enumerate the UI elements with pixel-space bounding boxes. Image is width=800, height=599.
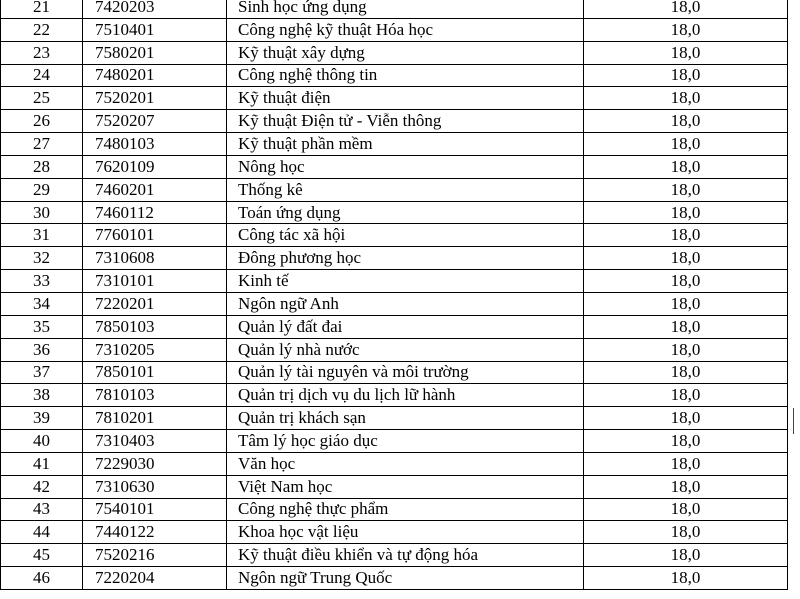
major-code: 7620109 bbox=[83, 155, 227, 178]
row-number: 32 bbox=[1, 247, 83, 270]
table-row bbox=[1, 521, 788, 544]
major-name: Kỹ thuật điện bbox=[227, 87, 584, 110]
major-code: 7520216 bbox=[83, 544, 227, 567]
major-name: Công nghệ thực phẩm bbox=[227, 498, 584, 521]
cutoff-score: 18,0 bbox=[584, 498, 788, 521]
table-row bbox=[1, 41, 788, 64]
row-number: 41 bbox=[1, 452, 83, 475]
table-row bbox=[1, 430, 788, 453]
table-row bbox=[1, 201, 788, 224]
major-code: 7310205 bbox=[83, 338, 227, 361]
row-number: 31 bbox=[1, 224, 83, 247]
table-row bbox=[1, 178, 788, 201]
table-body bbox=[1, 0, 788, 589]
major-name: Nông học bbox=[227, 155, 584, 178]
cutoff-score: 18,0 bbox=[584, 41, 788, 64]
row-number: 44 bbox=[1, 521, 83, 544]
major-name: Thống kê bbox=[227, 178, 584, 201]
table-row bbox=[1, 247, 788, 270]
cutoff-score: 18,0 bbox=[584, 361, 788, 384]
row-number: 23 bbox=[1, 41, 83, 64]
major-code: 7440122 bbox=[83, 521, 227, 544]
cutoff-score: 18,0 bbox=[584, 292, 788, 315]
major-name: Toán ứng dụng bbox=[227, 201, 584, 224]
major-code: 7540101 bbox=[83, 498, 227, 521]
cutoff-score: 18,0 bbox=[584, 155, 788, 178]
row-number: 28 bbox=[1, 155, 83, 178]
major-code: 7580201 bbox=[83, 41, 227, 64]
row-number: 30 bbox=[1, 201, 83, 224]
major-code: 7510401 bbox=[83, 18, 227, 41]
cutoff-score: 18,0 bbox=[584, 384, 788, 407]
major-code: 7420203 bbox=[83, 0, 227, 18]
table-row bbox=[1, 0, 788, 18]
major-name: Công nghệ thông tin bbox=[227, 64, 584, 87]
table-row bbox=[1, 133, 788, 156]
page-edge-mark bbox=[793, 408, 794, 434]
row-number: 42 bbox=[1, 475, 83, 498]
row-number: 35 bbox=[1, 315, 83, 338]
cutoff-score: 18,0 bbox=[584, 18, 788, 41]
cutoff-score: 18,0 bbox=[584, 178, 788, 201]
row-number: 26 bbox=[1, 110, 83, 133]
row-number: 46 bbox=[1, 567, 83, 590]
major-name: Quản trị khách sạn bbox=[227, 407, 584, 430]
table-row bbox=[1, 475, 788, 498]
row-number: 34 bbox=[1, 292, 83, 315]
major-name: Công nghệ kỹ thuật Hóa học bbox=[227, 18, 584, 41]
major-name: Sinh học ứng dụng bbox=[227, 0, 584, 18]
row-number: 39 bbox=[1, 407, 83, 430]
row-number: 36 bbox=[1, 338, 83, 361]
row-number: 22 bbox=[1, 18, 83, 41]
major-code: 7229030 bbox=[83, 452, 227, 475]
table-row bbox=[1, 224, 788, 247]
table-row bbox=[1, 498, 788, 521]
cutoff-score: 18,0 bbox=[584, 315, 788, 338]
row-number: 38 bbox=[1, 384, 83, 407]
table-row bbox=[1, 292, 788, 315]
row-number: 40 bbox=[1, 430, 83, 453]
cutoff-score: 18,0 bbox=[584, 133, 788, 156]
cutoff-score: 18,0 bbox=[584, 64, 788, 87]
major-name: Kỹ thuật điều khiển và tự động hóa bbox=[227, 544, 584, 567]
major-code: 7310101 bbox=[83, 270, 227, 293]
cutoff-score: 18,0 bbox=[584, 87, 788, 110]
cutoff-score: 18,0 bbox=[584, 521, 788, 544]
major-name: Tâm lý học giáo dục bbox=[227, 430, 584, 453]
major-code: 7220201 bbox=[83, 292, 227, 315]
table-row bbox=[1, 155, 788, 178]
major-name: Việt Nam học bbox=[227, 475, 584, 498]
major-name: Ngôn ngữ Anh bbox=[227, 292, 584, 315]
table-row bbox=[1, 384, 788, 407]
cutoff-score: 18,0 bbox=[584, 338, 788, 361]
major-name: Quản lý nhà nước bbox=[227, 338, 584, 361]
major-name: Ngôn ngữ Trung Quốc bbox=[227, 567, 584, 590]
major-code: 7460112 bbox=[83, 201, 227, 224]
cutoff-score: 18,0 bbox=[584, 270, 788, 293]
major-name: Quản lý tài nguyên và môi trường bbox=[227, 361, 584, 384]
major-code: 7310403 bbox=[83, 430, 227, 453]
table-row bbox=[1, 87, 788, 110]
table-row bbox=[1, 338, 788, 361]
major-code: 7520201 bbox=[83, 87, 227, 110]
row-number: 45 bbox=[1, 544, 83, 567]
cutoff-score: 18,0 bbox=[584, 247, 788, 270]
cutoff-score: 18,0 bbox=[584, 407, 788, 430]
major-code: 7460201 bbox=[83, 178, 227, 201]
major-name: Đông phương học bbox=[227, 247, 584, 270]
major-name: Kỹ thuật Điện tử - Viễn thông bbox=[227, 110, 584, 133]
table-row bbox=[1, 361, 788, 384]
major-name: Kỹ thuật xây dựng bbox=[227, 41, 584, 64]
row-number: 33 bbox=[1, 270, 83, 293]
cutoff-score: 18,0 bbox=[584, 110, 788, 133]
row-number: 29 bbox=[1, 178, 83, 201]
cutoff-score: 18,0 bbox=[584, 544, 788, 567]
row-number: 21 bbox=[1, 0, 83, 18]
row-number: 27 bbox=[1, 133, 83, 156]
table-row bbox=[1, 452, 788, 475]
cutoff-score: 18,0 bbox=[584, 430, 788, 453]
major-code: 7480103 bbox=[83, 133, 227, 156]
major-name: Kinh tế bbox=[227, 270, 584, 293]
cutoff-score: 18,0 bbox=[584, 452, 788, 475]
table-row bbox=[1, 110, 788, 133]
major-code: 7220204 bbox=[83, 567, 227, 590]
major-name: Công tác xã hội bbox=[227, 224, 584, 247]
row-number: 25 bbox=[1, 87, 83, 110]
cutoff-score: 18,0 bbox=[584, 201, 788, 224]
cutoff-score: 18,0 bbox=[584, 0, 788, 18]
major-code: 7520207 bbox=[83, 110, 227, 133]
major-name: Văn học bbox=[227, 452, 584, 475]
major-code: 7480201 bbox=[83, 64, 227, 87]
table-row bbox=[1, 567, 788, 590]
cutoff-score: 18,0 bbox=[584, 224, 788, 247]
major-code: 7810201 bbox=[83, 407, 227, 430]
major-code: 7310630 bbox=[83, 475, 227, 498]
major-name: Quản trị dịch vụ du lịch lữ hành bbox=[227, 384, 584, 407]
major-code: 7310608 bbox=[83, 247, 227, 270]
table-row bbox=[1, 18, 788, 41]
major-code: 7850101 bbox=[83, 361, 227, 384]
row-number: 24 bbox=[1, 64, 83, 87]
cutoff-score: 18,0 bbox=[584, 567, 788, 590]
table-row bbox=[1, 407, 788, 430]
row-number: 43 bbox=[1, 498, 83, 521]
major-name: Khoa học vật liệu bbox=[227, 521, 584, 544]
major-code: 7850103 bbox=[83, 315, 227, 338]
major-code: 7760101 bbox=[83, 224, 227, 247]
major-name: Quản lý đất đai bbox=[227, 315, 584, 338]
table-row bbox=[1, 64, 788, 87]
major-code: 7810103 bbox=[83, 384, 227, 407]
table-row bbox=[1, 315, 788, 338]
table-row bbox=[1, 270, 788, 293]
table-row bbox=[1, 544, 788, 567]
cutoff-score: 18,0 bbox=[584, 475, 788, 498]
major-name: Kỹ thuật phần mềm bbox=[227, 133, 584, 156]
row-number: 37 bbox=[1, 361, 83, 384]
